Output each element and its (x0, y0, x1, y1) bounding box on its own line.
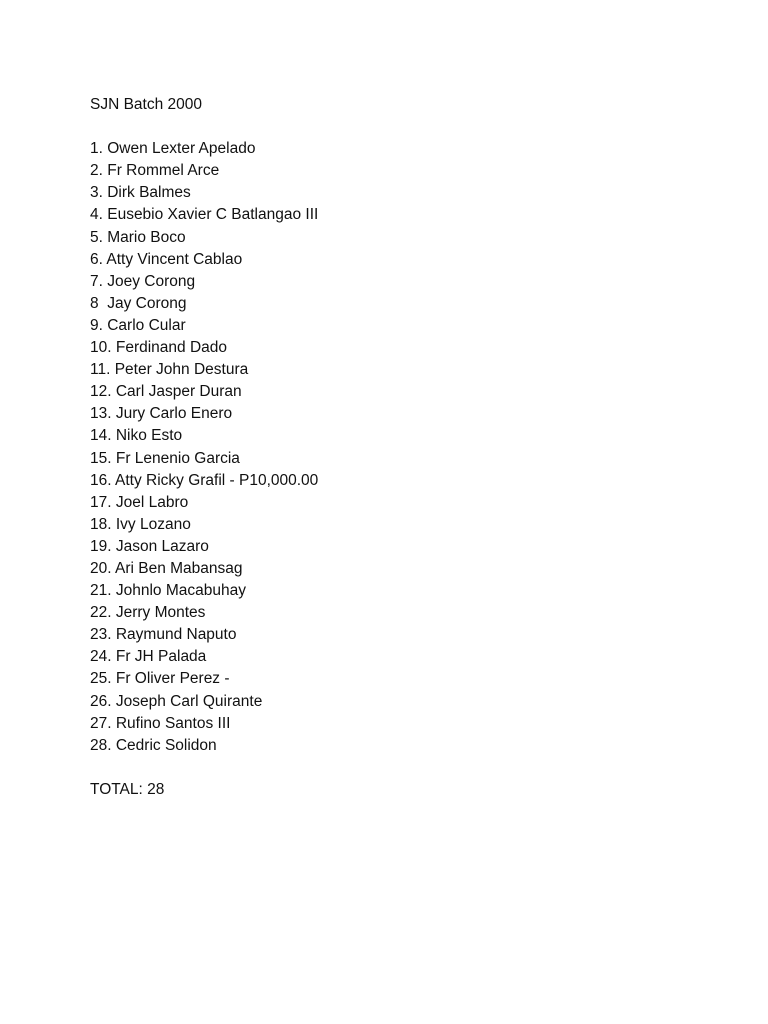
list-item: 3. Dirk Balmes (90, 184, 191, 202)
list-item: 28. Cedric Solidon (90, 736, 217, 754)
list-item: 15. Fr Lenenio Garcia (90, 449, 240, 467)
list-item: 8 Jay Corong (90, 294, 187, 312)
list-item: 21. Johnlo Macabuhay (90, 582, 246, 600)
list-item: 17. Joel Labro (90, 493, 189, 511)
list-item: 2. Fr Rommel Arce (90, 162, 220, 180)
list-item: 27. Rufino Santos III (90, 714, 231, 732)
list-item: 26. Joseph Carl Quirante (90, 692, 263, 710)
blank-line (90, 757, 690, 779)
list-item: 14. Niko Esto (90, 427, 183, 445)
list-item: 10. Ferdinand Dado (90, 339, 228, 357)
list-item: 7. Joey Corong (90, 272, 196, 290)
list-item: 22. Jerry Montes (90, 604, 206, 622)
list-item: 25. Fr Oliver Perez - (90, 670, 230, 688)
list-item: 12. Carl Jasper Duran (90, 383, 242, 401)
list-item: 11. Peter John Destura (90, 361, 249, 379)
list-item: 23. Raymund Naputo (90, 626, 237, 644)
document-body (90, 94, 690, 801)
document-title: SJN Batch 2000 (90, 96, 203, 113)
list-item: 16. Atty Ricky Grafil - P10,000.00 (90, 471, 319, 489)
list-item: 19. Jason Lazaro (90, 537, 209, 555)
list-item: 5. Mario Boco (90, 228, 186, 246)
list-item: 9. Carlo Cular (90, 316, 186, 334)
list-item: 13. Jury Carlo Enero (90, 405, 233, 423)
list-item: 24. Fr JH Palada (90, 648, 207, 666)
batch-member-list (90, 138, 690, 757)
list-item: 20. Ari Ben Mabansag (90, 559, 243, 577)
list-item: 4. Eusebio Xavier C Batlangao III (90, 206, 319, 224)
total-count: TOTAL: 28 (90, 780, 165, 798)
blank-line (90, 116, 690, 138)
list-item: 1. Owen Lexter Apelado (90, 140, 256, 158)
list-item: 18. Ivy Lozano (90, 515, 191, 533)
list-item: 6. Atty Vincent Cablao (90, 250, 243, 268)
